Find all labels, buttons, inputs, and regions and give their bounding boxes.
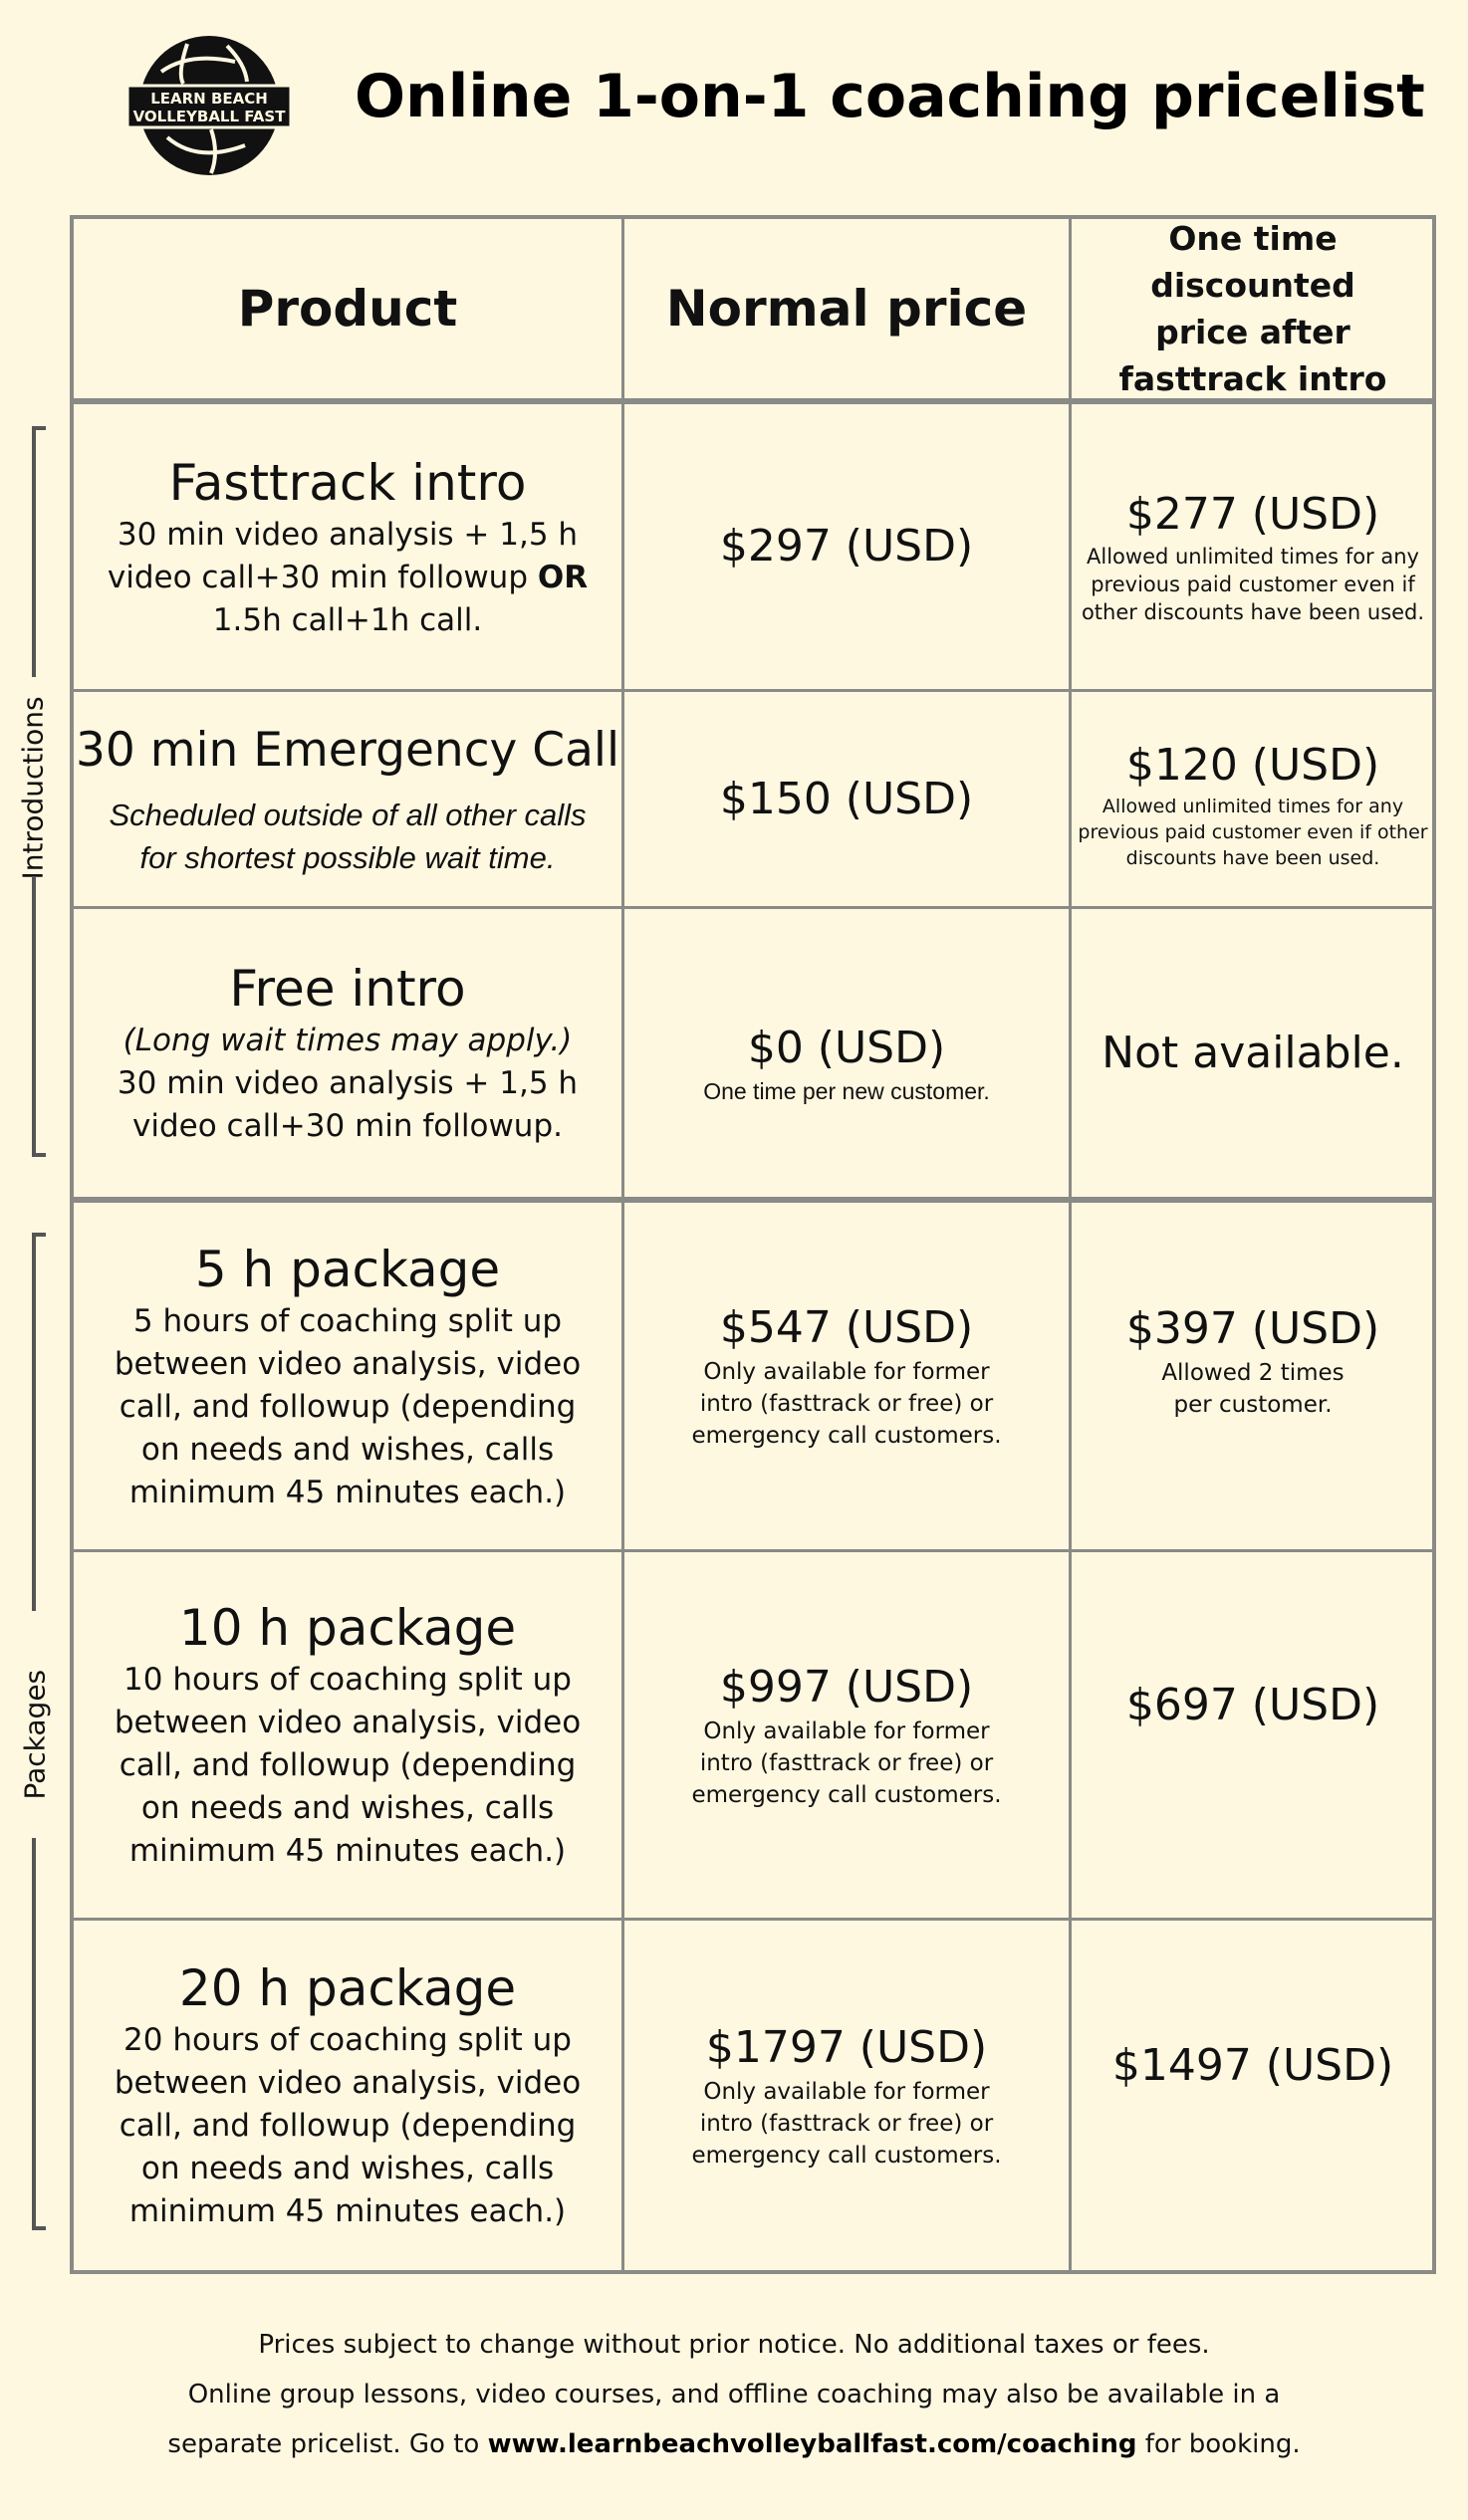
row-free-price	[624, 909, 1069, 1197]
product-desc: 30 min video analysis + 1,5 h	[117, 1065, 579, 1101]
product-desc: on needs and wishes, calls	[140, 1431, 555, 1468]
product-desc-or: OR	[537, 559, 589, 595]
footer-text: for booking.	[1136, 2429, 1301, 2459]
header-normal-price	[624, 219, 1069, 398]
product-desc: 10 hours of coaching split up	[123, 1662, 572, 1698]
row-20h-price	[624, 1921, 1069, 2270]
footer-line-1: Prices subject to change without prior notice. No additional taxes or fees.	[258, 2330, 1210, 2360]
packages-bracket-top	[32, 1233, 36, 1611]
row-fasttrack-product	[74, 404, 621, 689]
product-desc: minimum 45 minutes each.)	[128, 1833, 567, 1869]
product-desc: between video analysis, video	[114, 2065, 582, 2101]
product-desc: call, and followup (depending	[119, 1747, 577, 1783]
discount-price: $120 (USD)	[1125, 739, 1380, 791]
bracket-tick	[32, 1233, 46, 1237]
product-title: 20 h package	[178, 1959, 517, 2017]
row-10h-product	[74, 1552, 621, 1918]
header-discount	[1072, 219, 1434, 398]
normal-price: $1797 (USD)	[705, 2021, 988, 2073]
header-discount-line2: price after	[1155, 313, 1350, 351]
introductions-bracket-top	[32, 426, 36, 677]
row-20h-discount	[1072, 1921, 1434, 2270]
product-desc: 30 min video analysis + 1,5 h	[117, 516, 579, 553]
discount-price: $697 (USD)	[1125, 1679, 1380, 1730]
discount-note: Allowed unlimited times for any	[1087, 545, 1419, 569]
product-desc: 5 hours of coaching split up	[132, 1302, 563, 1339]
discount-note: discounts have been used.	[1125, 846, 1380, 869]
row-5h-discount	[1072, 1203, 1434, 1549]
normal-price: $297 (USD)	[719, 521, 974, 572]
product-title: 30 min Emergency Call	[75, 722, 620, 778]
discount-note: previous paid customer even if	[1091, 573, 1415, 596]
product-desc: for shortest possible wait time.	[139, 839, 556, 875]
discount-note: previous paid customer even if other	[1078, 820, 1428, 843]
normal-price: $0 (USD)	[747, 1022, 946, 1073]
price-note: emergency call customers.	[691, 1423, 1002, 1449]
logo	[127, 34, 291, 177]
side-label-packages: Packages	[18, 1669, 52, 1800]
discount-note: Allowed unlimited times for any	[1101, 795, 1404, 817]
page-title: Online 1-on-1 coaching pricelist	[355, 62, 1425, 131]
product-desc: 1.5h call+1h call.	[212, 601, 483, 638]
logo-text-2: VOLLEYBALL FAST	[132, 108, 286, 125]
header-product	[74, 219, 621, 398]
product-title: Free intro	[229, 960, 466, 1018]
price-note: Only available for former	[703, 1718, 990, 1744]
header-product-label: Product	[237, 280, 458, 338]
product-desc: call, and followup (depending	[119, 1388, 577, 1425]
row-5h-product	[74, 1203, 621, 1549]
normal-price: $150 (USD)	[719, 773, 974, 824]
row-free-product	[74, 909, 621, 1197]
product-desc: minimum 45 minutes each.)	[128, 1474, 567, 1510]
row-20h-product	[74, 1921, 621, 2270]
side-label-introductions: Introductions	[16, 696, 50, 880]
row-10h-discount	[1072, 1552, 1434, 1918]
product-desc	[108, 557, 588, 599]
discount-note: other discounts have been used.	[1081, 600, 1425, 624]
price-note: intro (fasttrack or free) or	[699, 2110, 994, 2137]
bracket-tick	[32, 2226, 46, 2230]
discount-price: $397 (USD)	[1125, 1303, 1380, 1354]
discount-price: Not available.	[1101, 1027, 1404, 1078]
footer-line-3	[0, 2419, 1468, 2469]
row-fasttrack-discount	[1072, 404, 1434, 689]
row-free-discount	[1072, 909, 1434, 1197]
introductions-bracket-bottom	[32, 876, 36, 1157]
footer-line-2: Online group lessons, video courses, and offline coaching may also be available in a	[187, 2380, 1281, 2409]
price-note: Only available for former	[703, 2078, 990, 2105]
product-title: 10 h package	[178, 1599, 517, 1657]
product-desc: on needs and wishes, calls	[140, 1790, 555, 1826]
product-desc: Scheduled outside of all other calls	[109, 797, 587, 832]
price-note: emergency call customers.	[691, 1781, 1002, 1808]
row-emergency-discount	[1072, 692, 1434, 906]
normal-price: $997 (USD)	[719, 1661, 974, 1713]
coaching-link[interactable]: www.learnbeachvolleyballfast.com/coaching	[487, 2429, 1137, 2459]
normal-price: $547 (USD)	[719, 1302, 974, 1353]
discount-price: $277 (USD)	[1125, 489, 1380, 540]
footer-text: separate pricelist. Go to	[167, 2429, 488, 2459]
product-desc: (Long wait times may apply.)	[122, 1023, 573, 1058]
product-title: 5 h package	[194, 1240, 501, 1298]
product-desc: between video analysis, video	[114, 1705, 582, 1740]
bracket-tick	[32, 426, 46, 430]
price-note: intro (fasttrack or free) or	[699, 1749, 994, 1776]
discount-note: per customer.	[1173, 1392, 1333, 1418]
logo-text-1: LEARN BEACH	[150, 90, 268, 108]
bracket-tick	[32, 1153, 46, 1157]
product-title: Fasttrack intro	[168, 453, 527, 512]
product-desc: between video analysis, video	[114, 1345, 582, 1382]
price-note: Only available for former	[703, 1359, 990, 1385]
row-fasttrack-price	[624, 404, 1069, 689]
footer	[0, 2320, 1468, 2469]
product-desc: minimum 45 minutes each.)	[128, 2193, 567, 2229]
price-note: intro (fasttrack or free) or	[699, 1391, 994, 1417]
row-emergency-price	[624, 692, 1069, 906]
product-desc: video call+30 min followup.	[132, 1108, 563, 1144]
discount-price: $1497 (USD)	[1111, 2039, 1394, 2091]
price-note: emergency call customers.	[691, 2142, 1002, 2169]
header-normal-price-label: Normal price	[665, 280, 1028, 338]
discount-note: Allowed 2 times	[1161, 1360, 1345, 1386]
product-desc: 20 hours of coaching split up	[123, 2022, 572, 2058]
packages-bracket-bottom	[32, 1838, 36, 2230]
row-5h-price	[624, 1203, 1069, 1549]
row-emergency-product	[74, 692, 621, 906]
volleyball-icon	[127, 34, 291, 177]
pricelist-table	[70, 215, 1436, 2274]
price-note: One time per new customer.	[703, 1077, 990, 1104]
row-10h-price	[624, 1552, 1069, 1918]
product-desc-text: video call+30 min followup	[107, 559, 538, 595]
header-discount-line3: fasttrack intro	[1118, 359, 1387, 398]
product-desc: call, and followup (depending	[119, 2108, 577, 2144]
product-desc: on needs and wishes, calls	[140, 2151, 555, 2186]
header-discount-line1: One time discounted	[1150, 219, 1355, 305]
